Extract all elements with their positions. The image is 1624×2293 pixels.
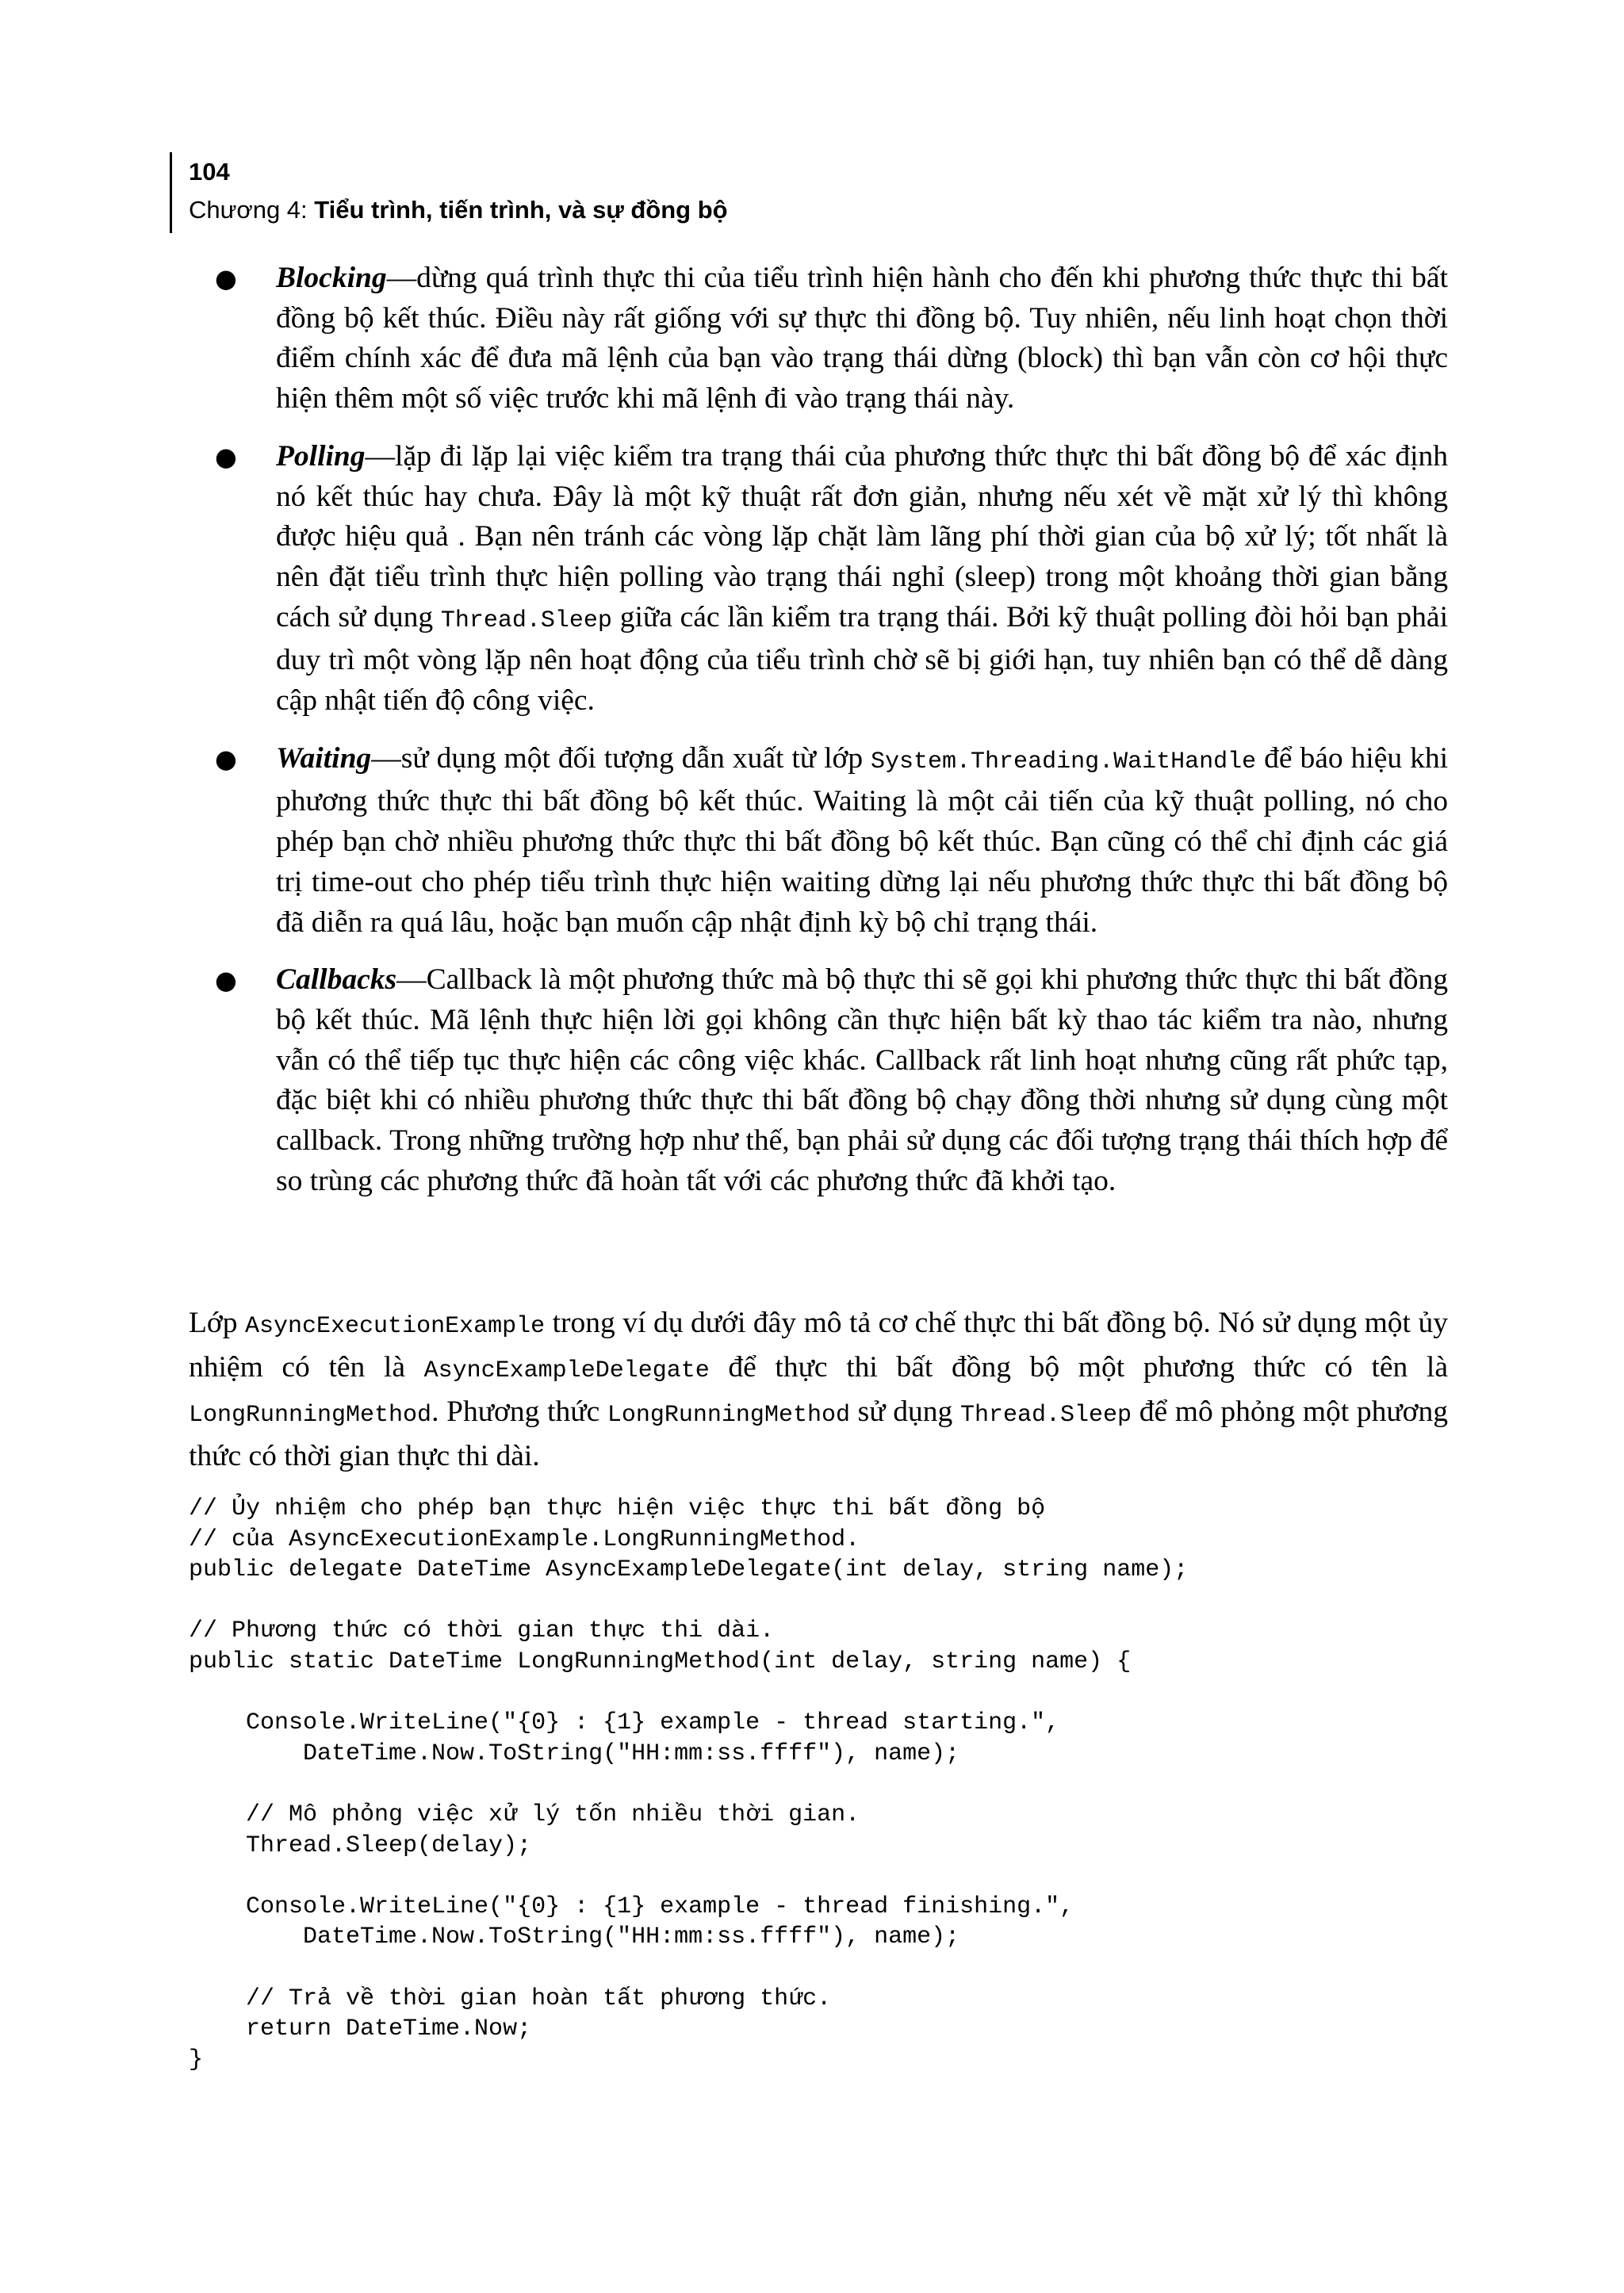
bullet-term: Waiting <box>276 741 372 775</box>
code-line <box>189 1953 1188 1984</box>
intro-text: Lớp <box>189 1307 246 1339</box>
code-line: public delegate DateTime AsyncExampleDelegate(int delay, string name); <box>189 1556 1189 1584</box>
code-line: Console.WriteLine("{0} : {1} example - thread finishing.", <box>189 1893 1074 1920</box>
bullet-item-polling <box>189 437 1448 722</box>
code-line: Thread.Sleep(delay); <box>189 1832 532 1859</box>
header-rule <box>170 152 172 233</box>
bullet-dot-icon: ● <box>215 743 237 774</box>
bullet-dot-icon: ● <box>215 965 237 996</box>
intro-text: để mô phỏng một phương thức có thời gian thực thi dài. <box>189 1395 1448 1472</box>
intro-text: trong ví dụ dưới đây mô tả cơ chế thực thi bất đồng bộ. Nó sử dụng một ủy nhiệm có tên là <box>189 1307 1448 1384</box>
code-line: } <box>189 2046 204 2073</box>
code-line: DateTime.Now.ToString("HH:mm:ss.ffff"), name); <box>189 1740 960 1767</box>
bullet-dot-icon: ● <box>215 263 237 293</box>
bullet-item-waiting <box>189 739 1448 944</box>
intro-paragraph <box>189 1303 1448 1476</box>
code-line: public static DateTime LongRunningMethod(int delay, string name) { <box>189 1648 1132 1675</box>
code-line: return DateTime.Now; <box>189 2015 532 2043</box>
bullet-text: để báo hiệu khi phương thức thực thi bất đồng bộ kết thúc. Waiting là một cải tiến của kỹ thuật polling, nó cho phép bạn chờ nhiều phương thức thực thi bất đồng bộ kết thúc. Bạn cũng có thể chỉ định các giá trị time-out cho phép tiểu trình thực hiện waiting dừng lại nếu phương thức thực thi bất đồng bộ đã diễn ra quá lâu, hoặc bạn muốn cập nhật định kỳ bộ chỉ trạng thái. <box>276 741 1448 939</box>
inline-code: Thread.Sleep <box>440 607 612 634</box>
bullet-text: —lặp đi lặp lại việc kiểm tra trạng thái của phương thức thực thi bất đồng bộ để xác định nó kết thúc hay chưa. Đây là một kỹ thuật rất đơn giản, nhưng nếu xét về mặt xử lý thì không được hiệu quả . Bạn nên tránh các vòng lặp chặt làm lãng phí thời gian của bộ xử lý; tốt nhất là nên đặt tiểu trình thực hiện polling vào trạng thái nghỉ (sleep) trong một khoảng thời gian bằng cách sử dụng <box>276 439 1448 634</box>
code-line <box>189 1678 1188 1709</box>
inline-code: LongRunningMethod <box>189 1402 432 1429</box>
bullet-text: —sử dụng một đối tượng dẫn xuất từ lớp <box>371 741 871 775</box>
inline-code: AsyncExecutionExample <box>245 1313 546 1340</box>
code-listing <box>189 1494 1188 2075</box>
intro-text: . Phương thức <box>431 1395 607 1428</box>
code-line: // Phương thức có thời gian thực thi dài. <box>189 1617 775 1645</box>
code-line: Console.WriteLine("{0} : {1} example - thread starting.", <box>189 1709 1060 1737</box>
code-line: // của AsyncExecutionExample.LongRunningMethod. <box>189 1525 860 1553</box>
bullet-list <box>189 258 1448 1201</box>
code-line: DateTime.Now.ToString("HH:mm:ss.ffff"), name); <box>189 1924 960 1951</box>
bullet-term: Callbacks <box>276 963 397 997</box>
code-line <box>189 1769 1188 1800</box>
chapter-heading <box>189 194 728 226</box>
bullet-item-callbacks <box>189 960 1448 1201</box>
intro-text: để thực thi bất đồng bộ một phương thức có tên là <box>709 1351 1448 1384</box>
code-line: // Trả về thời gian hoàn tất phương thức. <box>189 1985 832 2012</box>
page-number: 104 <box>189 158 230 186</box>
bullet-text: —dừng quá trình thực thi của tiểu trình hiện hành cho đến khi phương thức thực thi bất đồng bộ kết thúc. Điều này rất giống với sự thực thi đồng bộ. Tuy nhiên, nếu linh hoạt chọn thời điểm chính xác để đưa mã lệnh của bạn vào trạng thái dừng (block) thì bạn vẫn còn cơ hội thực hiện thêm một số việc trước khi mã lệnh đi vào trạng thái này. <box>276 262 1448 415</box>
bullet-term: Polling <box>276 439 366 473</box>
chapter-prefix: Chương 4: <box>189 196 315 224</box>
bullet-dot-icon: ● <box>215 441 237 472</box>
bullet-text: —Callback là một phương thức mà bộ thực thi sẽ gọi khi phương thức thực thi bất đồng bộ kết thúc. Mã lệnh thực hiện lời gọi không cần thực hiện bất kỳ thao tác kiểm tra nào, nhưng vẫn có thể tiếp tục thực hiện các công việc khác. Callback rất linh hoạt nhưng cũng rất phức tạp, đặc biệt khi có nhiều phương thức thực thi bất đồng bộ chạy đồng thời nhưng sử dụng cùng một callback. Trong những trường hợp như thế, bạn phải sử dụng các đối tượng trạng thái thích hợp để so trùng các phương thức đã hoàn tất với các phương thức đã khởi tạo. <box>276 963 1448 1197</box>
bullet-list-container <box>189 258 1448 1219</box>
bullet-item-blocking <box>189 258 1448 419</box>
bullet-text: giữa các lần kiểm tra trạng thái. Bởi kỹ thuật polling đòi hỏi bạn phải duy trì một vòng lặp nên hoạt động của tiểu trình chờ sẽ bị giới hạn, tuy nhiên bạn có thể dễ dàng cập nhật tiến độ công việc. <box>276 600 1448 718</box>
bullet-term: Blocking <box>276 262 387 294</box>
code-line <box>189 1861 1188 1892</box>
intro-text: sử dụng <box>849 1395 960 1428</box>
code-line: // Mô phỏng việc xử lý tốn nhiều thời gian. <box>189 1801 860 1828</box>
inline-code: AsyncExampleDelegate <box>423 1357 710 1384</box>
code-line: // Ủy nhiệm cho phép bạn thực hiện việc thực thi bất đồng bộ <box>189 1495 1046 1522</box>
inline-code: System.Threading.WaitHandle <box>871 748 1257 775</box>
inline-code: LongRunningMethod <box>607 1402 850 1429</box>
inline-code: Thread.Sleep <box>959 1402 1132 1429</box>
code-line <box>189 1586 1188 1617</box>
chapter-title: Tiểu trình, tiến trình, và sự đồng bộ <box>314 196 728 224</box>
